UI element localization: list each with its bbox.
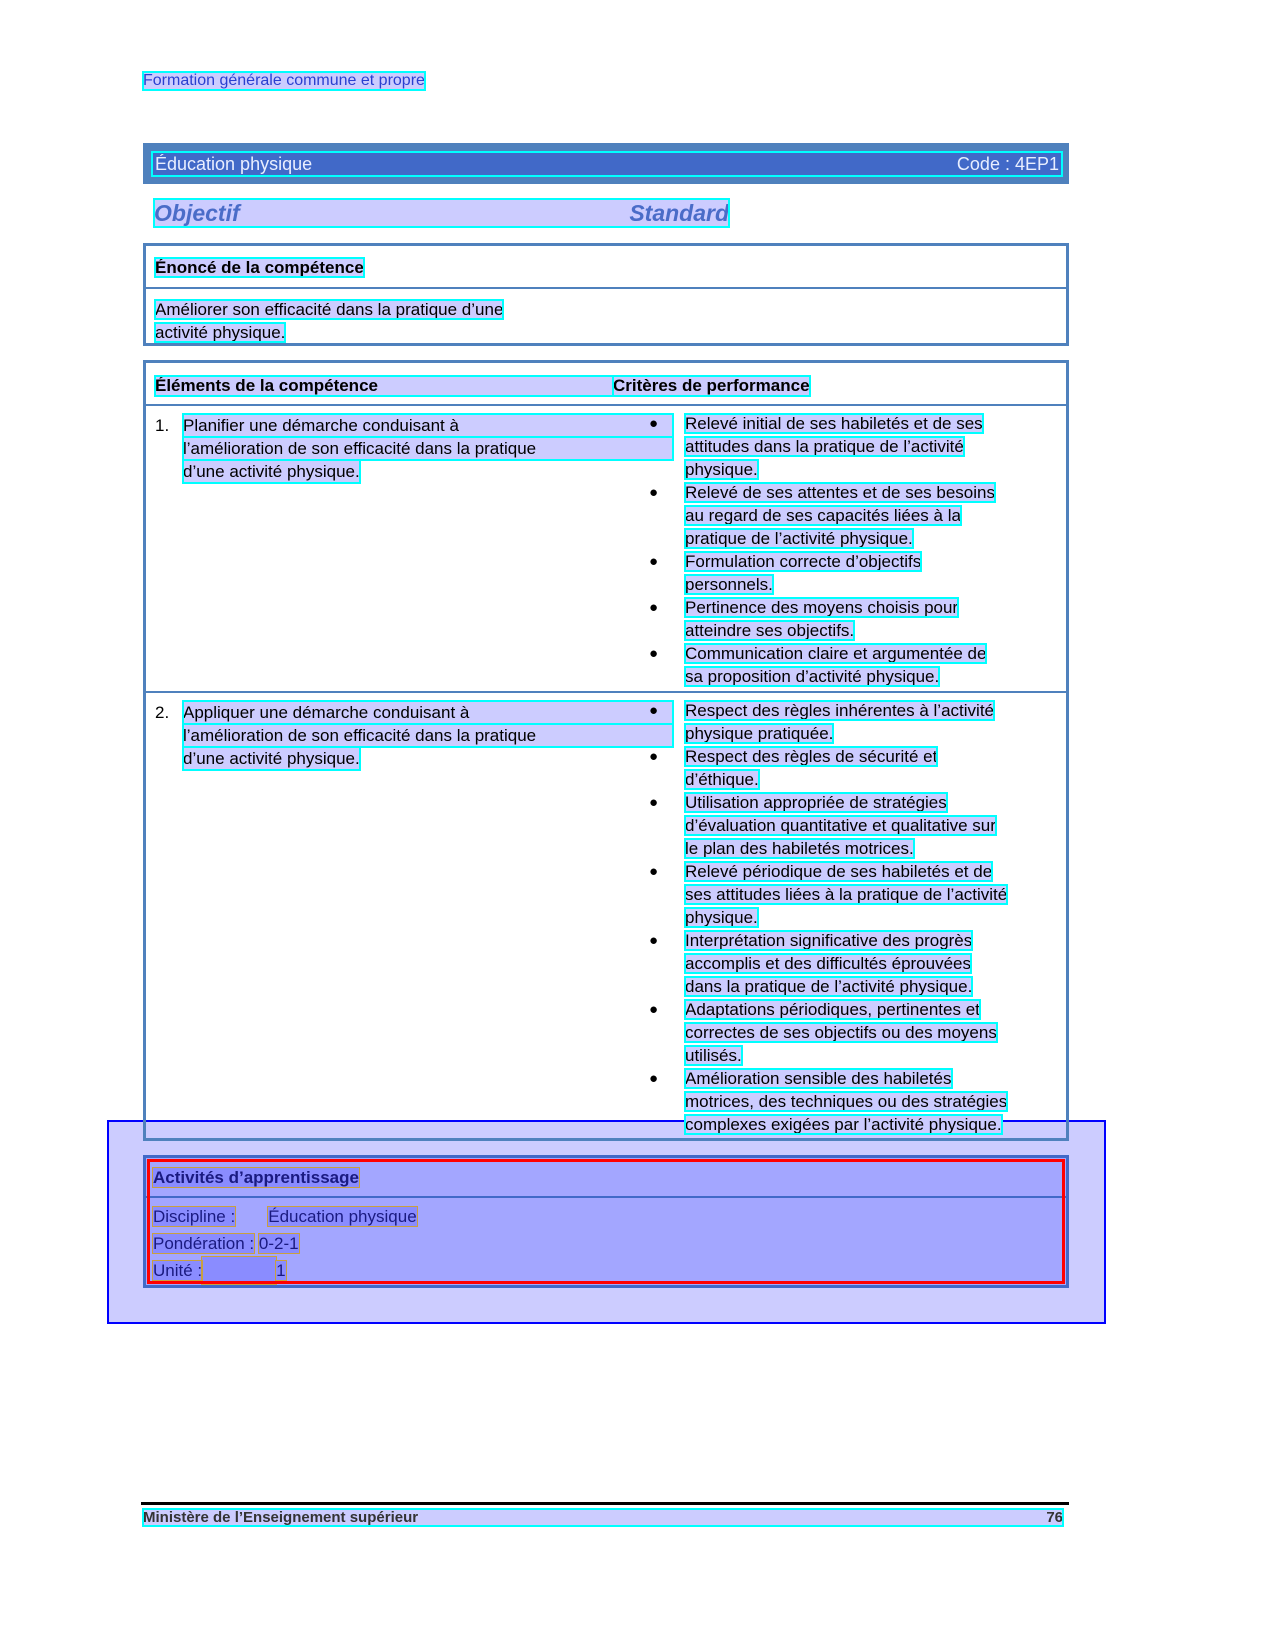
criteria-list	[649, 699, 1064, 1136]
bullet-icon: ●	[649, 415, 659, 432]
criterion-line: sa proposition d’activité physique.	[685, 667, 940, 686]
criterion-line: Respect des règles inhérentes à l’activité	[685, 701, 994, 720]
activites-table	[143, 1155, 1069, 1288]
criterion-line: dans la pratique de l’activité physique.	[685, 977, 973, 996]
ponderation-value: 0-2-1	[258, 1234, 299, 1253]
criteria-heading: Critères de performance	[613, 376, 810, 395]
bullet-icon: ●	[649, 484, 659, 501]
criterion-item	[649, 550, 1064, 596]
criterion-line: correctes de ses objectifs ou des moyens	[685, 1023, 997, 1042]
enonce-line: Améliorer son efficacité dans la pratique d’une	[155, 300, 504, 319]
criterion-item	[649, 596, 1064, 642]
criterion-line: le plan des habiletés motrices.	[685, 839, 914, 858]
element-line: l’amélioration de son efficacité dans la pratique	[183, 437, 673, 460]
bullet-icon: ●	[649, 645, 659, 662]
criterion-line: pratique de l’activité physique.	[685, 529, 913, 548]
criterion-item	[649, 998, 1064, 1067]
footer-ministry: Ministère de l’Enseignement supérieur	[143, 1509, 419, 1526]
criterion-item	[649, 481, 1064, 550]
activites-heading: Activités d’apprentissage	[153, 1168, 359, 1187]
element-text	[155, 701, 675, 770]
criterion-line: Interprétation significative des progrès	[685, 931, 973, 950]
criterion-line: motrices, des techniques ou des stratégies	[685, 1092, 1008, 1111]
criterion-line: ses attitudes liées à la pratique de l’activité	[685, 885, 1008, 904]
criteria-list	[649, 412, 1064, 688]
criterion-line: Relevé initial de ses habiletés et de ses	[685, 414, 983, 433]
bullet-icon: ●	[649, 702, 659, 719]
running-header: Formation générale commune et propre	[143, 72, 425, 89]
objectif-label: Objectif	[154, 200, 240, 226]
criterion-item	[649, 1067, 1064, 1136]
criterion-line: Adaptations périodiques, pertinentes et	[685, 1000, 980, 1019]
criterion-line: Amélioration sensible des habiletés	[685, 1069, 952, 1088]
criterion-line: personnels.	[685, 575, 773, 594]
element-line: Appliquer une démarche conduisant à	[183, 701, 673, 724]
element-number: 1.	[155, 416, 170, 435]
ponderation-label: Pondération :	[153, 1234, 255, 1253]
unite-label: Unité :	[153, 1261, 203, 1280]
criterion-line: Pertinence des moyens choisis pour	[685, 598, 959, 617]
bullet-icon: ●	[649, 794, 659, 811]
bullet-icon: ●	[649, 748, 659, 765]
criterion-line: utilisés.	[685, 1046, 742, 1065]
enonce-line: activité physique.	[155, 323, 286, 342]
criterion-item	[649, 699, 1064, 745]
criterion-line: Respect des règles de sécurité et	[685, 747, 938, 766]
enonce-table	[143, 243, 1069, 346]
page-footer	[143, 1509, 1063, 1526]
criterion-line: d’éthique.	[685, 770, 759, 789]
criterion-item	[649, 929, 1064, 998]
criterion-line: Formulation correcte d’objectifs	[685, 552, 922, 571]
footer-rule	[141, 1502, 1069, 1505]
bullet-icon: ●	[649, 599, 659, 616]
element-line: d’une activité physique.	[183, 462, 360, 481]
enonce-heading: Énoncé de la compétence	[155, 258, 364, 277]
criterion-line: Relevé périodique de ses habiletés et de	[685, 862, 993, 881]
criterion-line: Communication claire et argumentée de	[685, 644, 987, 663]
element-line: d’une activité physique.	[183, 749, 360, 768]
criterion-item	[649, 860, 1064, 929]
criterion-line: d’évaluation quantitative et qualitative sur	[685, 816, 996, 835]
criterion-item	[649, 412, 1064, 481]
element-line: Planifier une démarche conduisant à	[183, 414, 673, 437]
bullet-icon: ●	[649, 863, 659, 880]
element-number: 2.	[155, 703, 170, 722]
page-number: 76	[1046, 1509, 1063, 1526]
criterion-line: complexes exigées par l’activité physique.	[685, 1115, 1002, 1134]
course-title-bar	[143, 143, 1069, 184]
discipline-value: Éducation physique	[268, 1207, 417, 1226]
standard-label: Standard	[629, 200, 729, 226]
criterion-item	[649, 745, 1064, 791]
criterion-line: atteindre ses objectifs.	[685, 621, 855, 640]
element-row	[146, 406, 1066, 693]
criterion-item	[649, 791, 1064, 860]
criterion-line: physique.	[685, 460, 758, 479]
criterion-line: physique.	[685, 908, 758, 927]
element-row	[146, 693, 1066, 1138]
criterion-line: physique pratiquée.	[685, 724, 834, 743]
criterion-line: Relevé de ses attentes et de ses besoins	[685, 483, 995, 502]
criterion-item	[649, 642, 1064, 688]
objective-standard-row	[154, 199, 729, 227]
bullet-icon: ●	[649, 553, 659, 570]
course-name: Éducation physique	[155, 153, 313, 174]
element-text	[155, 414, 675, 483]
criterion-line: au regard de ses capacités liées à la	[685, 506, 961, 525]
bullet-icon: ●	[649, 1070, 659, 1087]
criterion-line: Utilisation appropriée de stratégies	[685, 793, 947, 812]
elements-table	[143, 360, 1069, 1141]
bullet-icon: ●	[649, 932, 659, 949]
elements-heading: Éléments de la compétence	[155, 376, 615, 396]
criterion-line: attitudes dans la pratique de l’activité	[685, 437, 964, 456]
highlight-frame	[147, 1159, 1065, 1284]
unite-value: 1	[276, 1261, 286, 1280]
element-line: l’amélioration de son efficacité dans la pratique	[183, 724, 673, 747]
criterion-line: accomplis et des difficultés éprouvées	[685, 954, 972, 973]
discipline-label: Discipline :	[153, 1207, 236, 1226]
course-code: Code : 4EP1	[956, 153, 1059, 174]
bullet-icon: ●	[649, 1001, 659, 1018]
